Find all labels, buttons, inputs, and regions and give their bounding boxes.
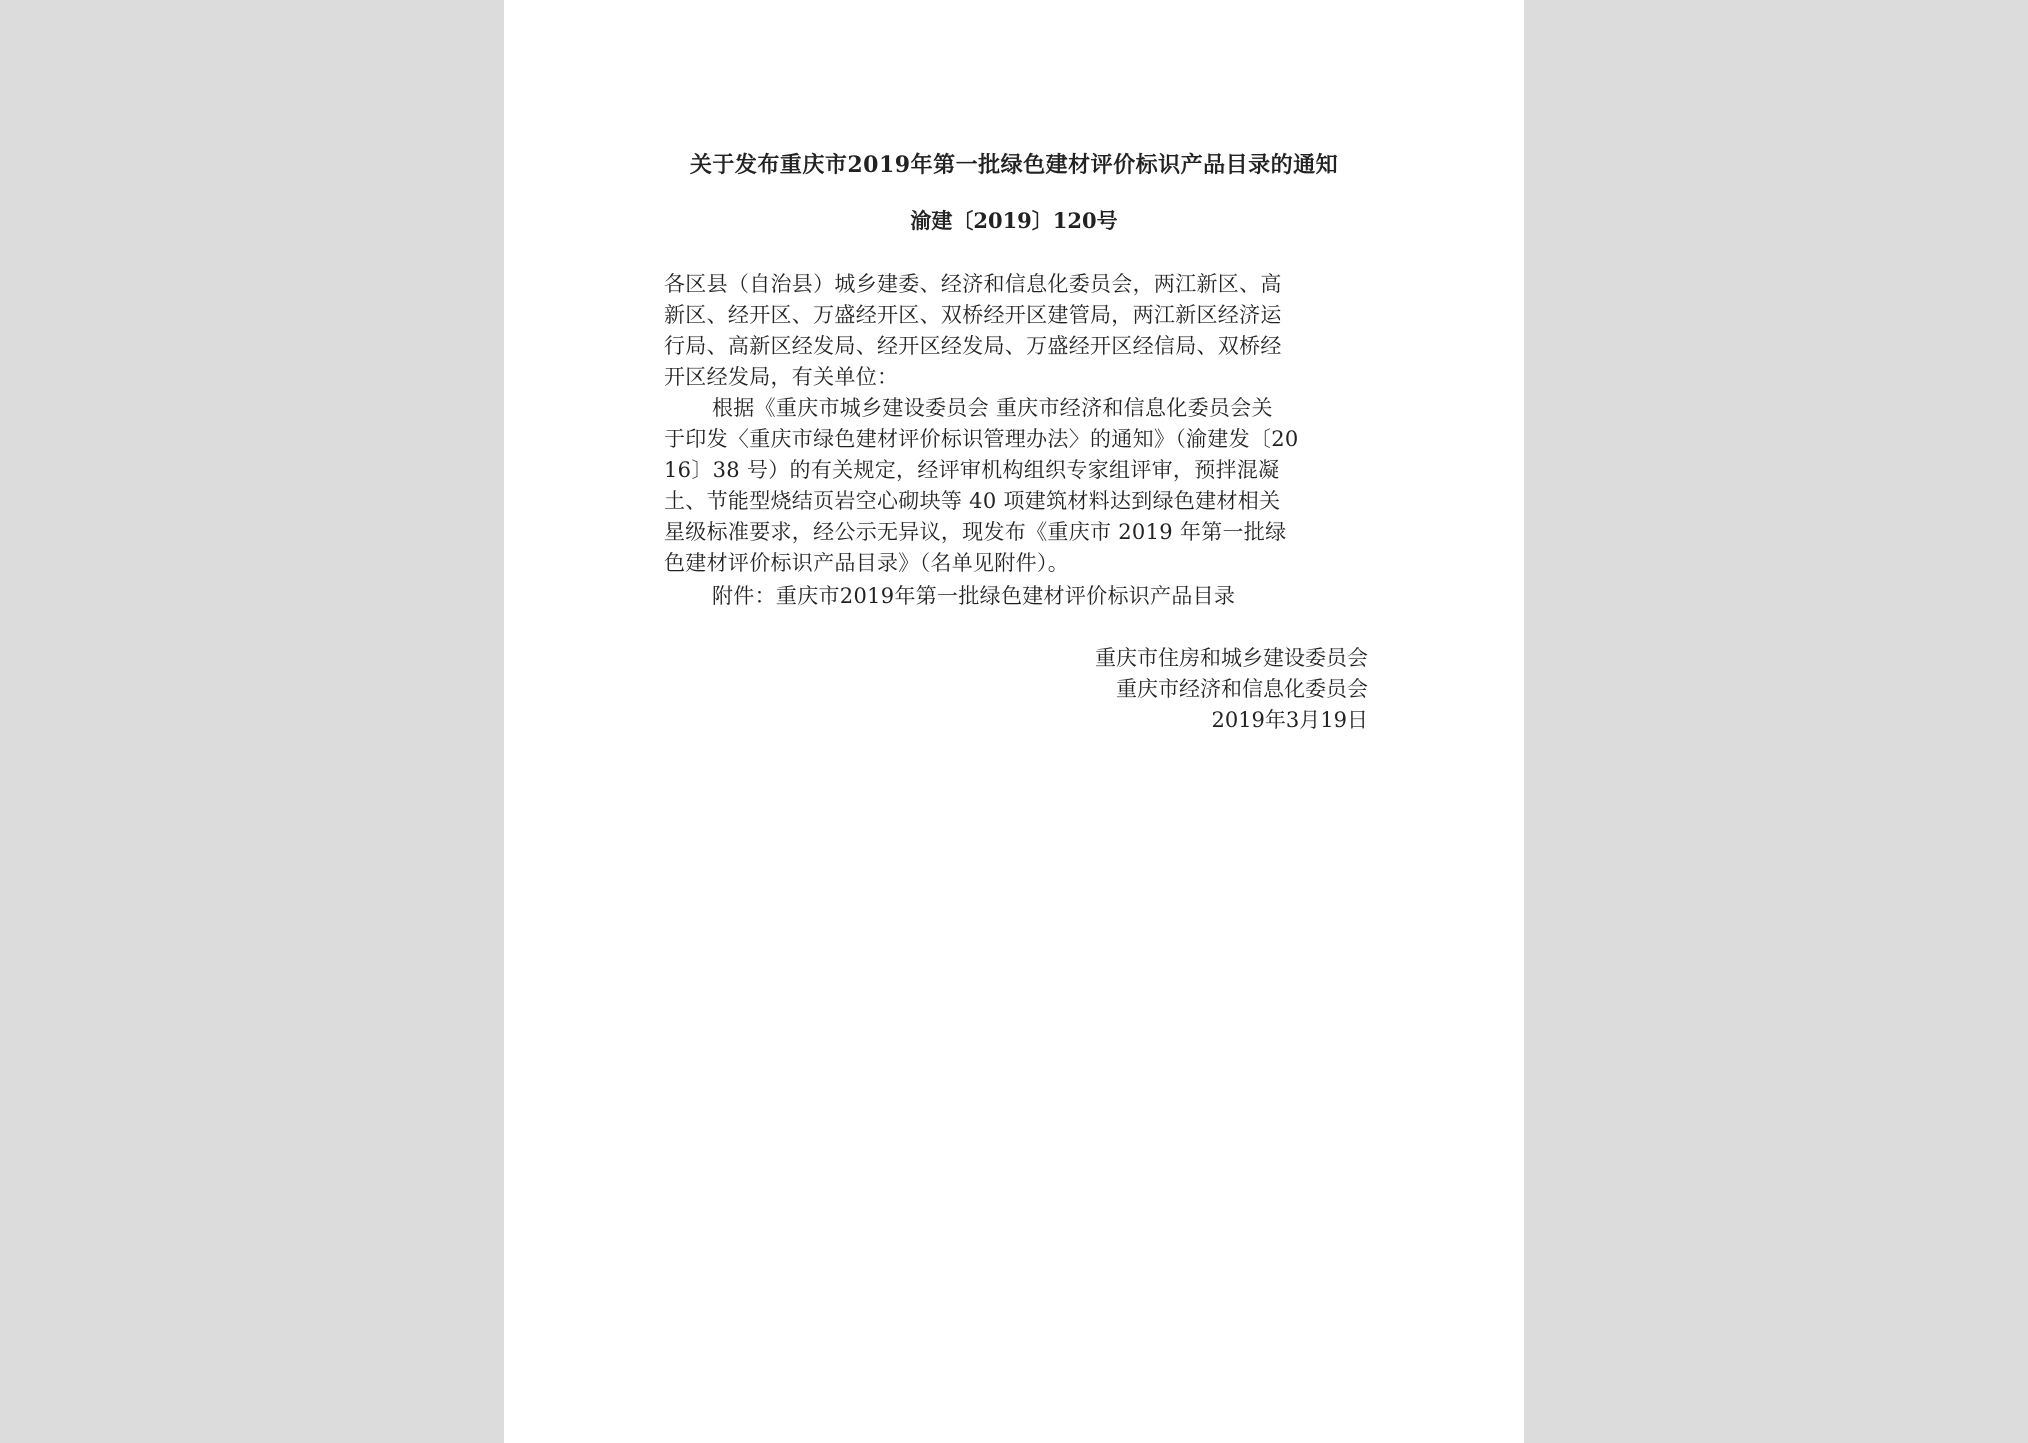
document-title: 关于发布重庆市2019年第一批绿色建材评价标识产品目录的通知 [689, 152, 1339, 178]
addressee-line: 行局、高新区经发局、经开区经发局、万盛经开区经信局、双桥经 [664, 334, 1282, 358]
document-page [504, 0, 1524, 1443]
body-line: 色建材评价标识产品目录》（名单见附件）。 [664, 551, 1069, 575]
addressee-line: 新区、经开区、万盛经开区、双桥经开区建管局，两江新区经济运 [664, 303, 1282, 327]
addressee-line: 各区县（自治县）城乡建委、经济和信息化委员会，两江新区、高 [664, 272, 1282, 296]
body-line: 于印发〈重庆市绿色建材评价标识管理办法〉的通知》（渝建发〔20 [664, 427, 1299, 451]
body-line: 星级标准要求，经公示无异议，现发布《重庆市 2019 年第一批绿 [664, 520, 1287, 544]
signature-date: 2019年3月19日 [1211, 708, 1368, 732]
body-line: 根据《重庆市城乡建设委员会 重庆市经济和信息化委员会关 [712, 396, 1273, 420]
body-line: 16〕38 号）的有关规定，经评审机构组织专家组评审，预拌混凝 [664, 458, 1280, 482]
attachment-line: 附件：重庆市2019年第一批绿色建材评价标识产品目录 [712, 584, 1236, 608]
body-line: 土、节能型烧结页岩空心砌块等 40 项建筑材料达到绿色建材相关 [664, 489, 1281, 513]
addressee-line: 开区经发局，有关单位： [664, 365, 899, 389]
document-number: 渝建〔2019〕120号 [910, 208, 1118, 233]
signature-line: 重庆市住房和城乡建设委员会 [1095, 646, 1368, 670]
signature-line: 重庆市经济和信息化委员会 [1116, 677, 1368, 701]
